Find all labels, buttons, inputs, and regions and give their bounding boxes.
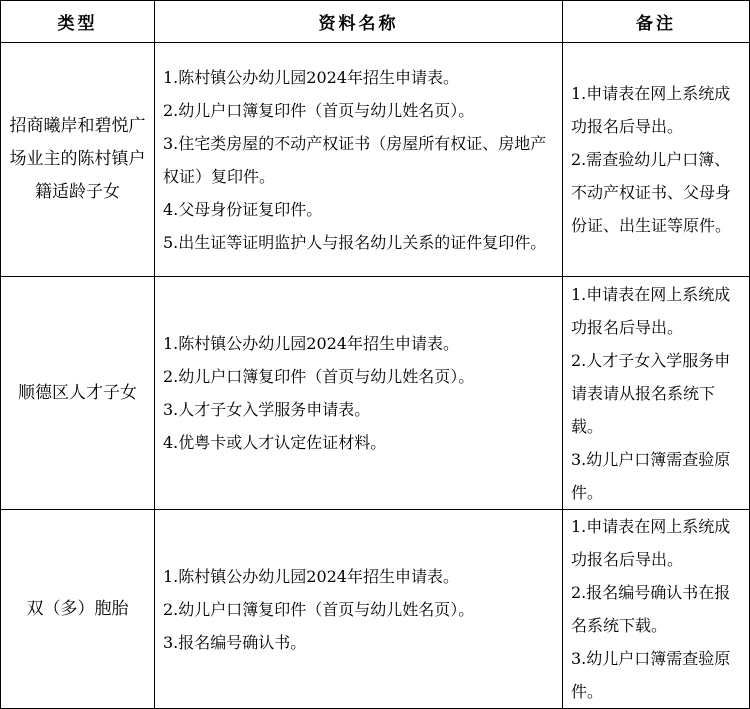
note-item: 2.报名编号确认书在报名系统下载。	[571, 583, 731, 635]
note-item: 2.人才子女入学服务申请表请从报名系统下载。	[571, 350, 731, 436]
doc-item: 3.报名编号确认书。	[163, 632, 307, 652]
row-docs-cell	[155, 277, 563, 510]
doc-item: 3.人才子女入学服务申请表。	[163, 400, 371, 419]
doc-item: 3.住宅类房屋的不动产权证书（房屋所有权证、房地产权证）复印件。	[163, 133, 547, 186]
doc-item: 4.优粤卡或人才认定佐证材料。	[163, 433, 387, 452]
header-docs: 资料名称	[155, 1, 563, 43]
row-notes-cell	[563, 277, 750, 510]
note-item: 1.申请表在网上系统成功报名后导出。	[571, 517, 731, 569]
header-row	[1, 1, 750, 43]
note-item: 3.幼儿户口簿需查验原件。	[571, 449, 731, 502]
doc-item: 2.幼儿户口簿复印件（首页与幼儿姓名页）。	[163, 599, 475, 619]
table-row	[1, 277, 750, 510]
header-type: 类型	[1, 1, 155, 43]
doc-item: 2.幼儿户口簿复印件（首页与幼儿姓名页）。	[163, 100, 475, 120]
note-item: 1.申请表在网上系统成功报名后导出。	[571, 284, 731, 337]
header-notes: 备注	[563, 1, 750, 43]
table-row	[1, 510, 750, 709]
doc-item: 1.陈村镇公办幼儿园2024年招生申请表。	[163, 334, 459, 353]
row-docs-cell	[155, 510, 563, 709]
doc-item: 1.陈村镇公办幼儿园2024年招生申请表。	[163, 67, 459, 87]
table-row	[1, 43, 750, 277]
row-type-cell: 顺德区人才子女	[1, 277, 155, 510]
doc-item: 5.出生证等证明监护人与报名幼儿关系的证件复印件。	[163, 232, 547, 252]
note-item: 3.幼儿户口簿需查验原件。	[571, 649, 731, 701]
note-item: 2.需查验幼儿户口簿、不动产权证书、父母身份证、出生证等原件。	[571, 150, 732, 235]
doc-item: 2.幼儿户口簿复印件（首页与幼儿姓名页）。	[163, 367, 475, 386]
note-item: 1.申请表在网上系统成功报名后导出。	[571, 84, 731, 136]
row-type-cell: 招商曦岸和碧悦广场业主的陈村镇户籍适龄子女	[1, 43, 155, 277]
row-docs-cell	[155, 43, 563, 277]
doc-item: 4.父母身份证复印件。	[163, 199, 323, 219]
row-type-cell: 双（多）胞胎	[1, 510, 155, 709]
row-notes-cell	[563, 43, 750, 277]
doc-item: 1.陈村镇公办幼儿园2024年招生申请表。	[163, 566, 459, 586]
row-notes-cell	[563, 510, 750, 709]
